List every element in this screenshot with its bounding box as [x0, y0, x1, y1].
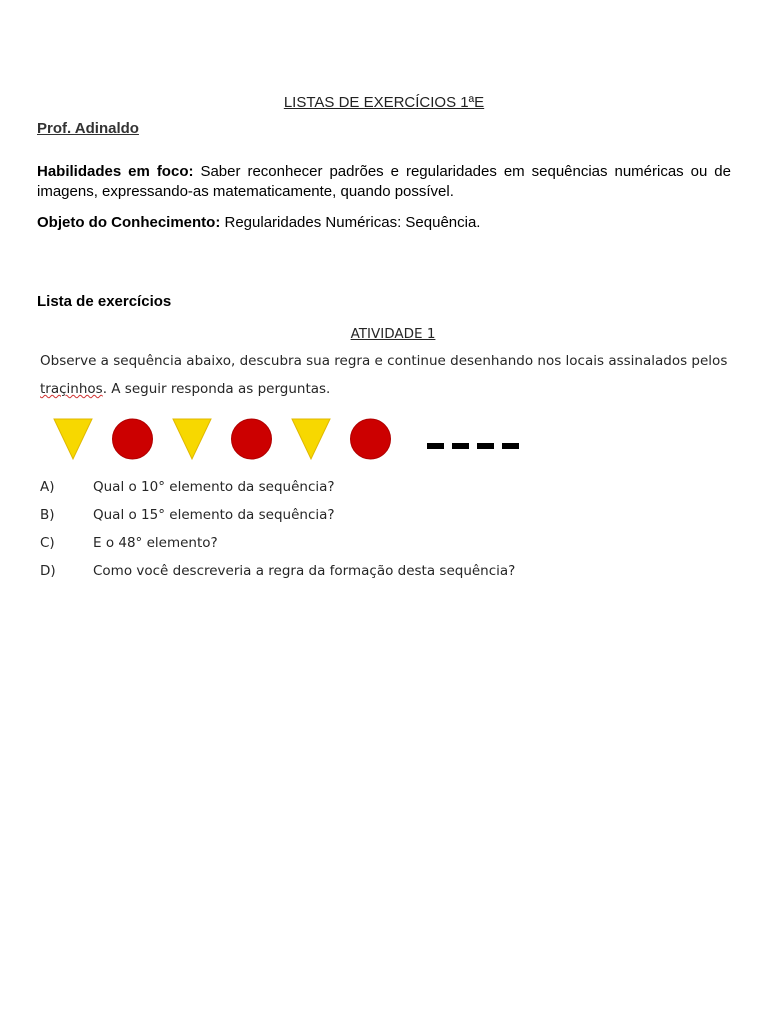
activity-instruction — [40, 347, 730, 403]
instruction-text-end: . A seguir responda as perguntas. — [102, 381, 331, 397]
habilidades-paragraph — [37, 162, 731, 202]
question-text: Qual o 10° elemento da sequência? — [93, 479, 335, 495]
red-circle-shape — [113, 419, 153, 459]
blank-dash — [452, 443, 469, 449]
objeto-label: Objeto do Conhecimento: — [37, 214, 221, 231]
question-letter: B) — [40, 507, 55, 523]
question-text: Como você descreveria a regra da formação desta sequência? — [93, 563, 516, 579]
document-title: LISTAS DE EXERCÍCIOS 1ªE — [283, 94, 485, 111]
yellow-triangle-shape — [173, 419, 211, 459]
activity-title: ATIVIDADE 1 — [350, 326, 436, 342]
blank-dash — [477, 443, 494, 449]
shape-sequence — [37, 410, 557, 470]
question-letter: D) — [40, 563, 56, 579]
question-item — [40, 529, 730, 557]
red-circle-shape — [232, 419, 272, 459]
objeto-paragraph — [37, 213, 731, 233]
question-letter: C) — [40, 535, 55, 551]
lista-heading: Lista de exercícios — [37, 293, 172, 310]
blank-dash — [427, 443, 444, 449]
question-item — [40, 473, 730, 501]
question-item — [40, 501, 730, 529]
question-list — [40, 473, 730, 585]
professor-name: Prof. Adinaldo — [37, 120, 139, 137]
yellow-triangle-shape — [292, 419, 330, 459]
instruction-text-start: Observe a sequência abaixo, descubra sua regra e continue desenhando nos locais assinalados pelos — [40, 353, 728, 369]
red-circle-shape — [351, 419, 391, 459]
yellow-triangle-shape — [54, 419, 92, 459]
spellcheck-flagged-word: traçinhos — [40, 381, 103, 397]
question-letter: A) — [40, 479, 55, 495]
question-text: E o 48° elemento? — [93, 535, 218, 551]
objeto-text: Regularidades Numéricas: Sequência. — [220, 214, 481, 231]
question-item — [40, 557, 730, 585]
blank-dash — [502, 443, 519, 449]
habilidades-label: Habilidades em foco: — [37, 163, 194, 180]
question-text: Qual o 15° elemento da sequência? — [93, 507, 335, 523]
activity-1-image — [37, 322, 737, 592]
habilidades-text: Saber reconhecer padrões e regularidades em sequências numéricas ou de imagens, expressando-as matematicamente, quando possível. — [37, 163, 731, 200]
